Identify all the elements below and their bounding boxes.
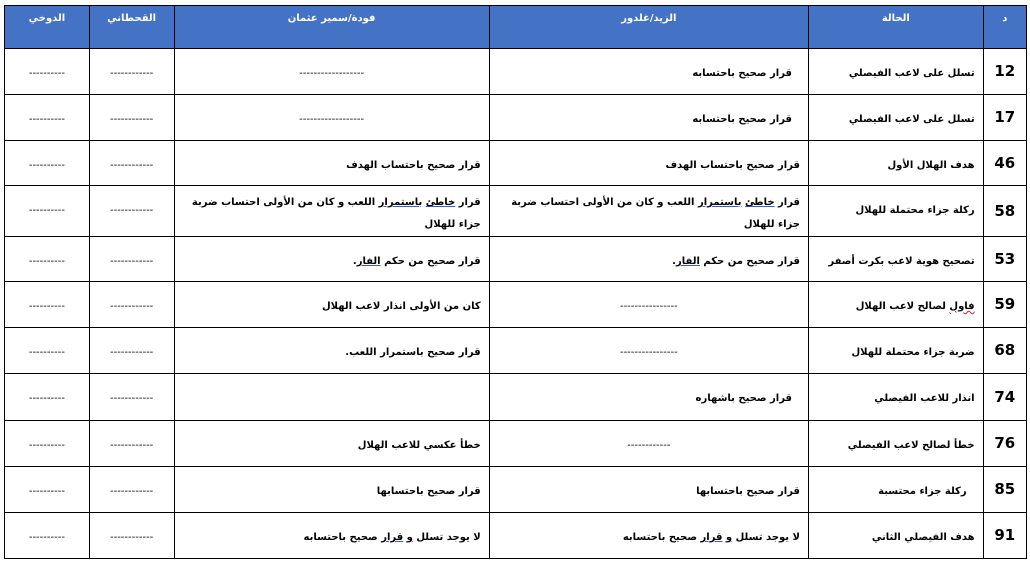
- row-num: 46: [983, 141, 1026, 186]
- row-doukhi: ----------: [5, 421, 90, 467]
- header-doukhi: الدوخي: [5, 6, 90, 49]
- row-num: 76: [983, 421, 1026, 467]
- table-row: [5, 141, 1027, 186]
- row-qahtani: ------------: [89, 328, 174, 374]
- row-num: 59: [983, 282, 1026, 328]
- table-row: [5, 237, 1027, 282]
- row-qahtani: ------------: [89, 513, 174, 559]
- row-zaid: قرار صحيح باحتساب الهدف: [489, 141, 808, 186]
- row-case: تصحيح هوية لاعب بكرت أصفر: [808, 237, 983, 282]
- table-row: [5, 95, 1027, 141]
- row-fouda: قرار صحيح من حكم الفار.: [174, 237, 489, 282]
- row-case: خطأ لصالح لاعب الفيصلي: [808, 421, 983, 467]
- table-row: [5, 186, 1027, 237]
- row-case: ركلة جزاء محتسبة: [808, 467, 983, 513]
- row-fouda: كان من الأولى انذار لاعب الهلال: [174, 282, 489, 328]
- row-zaid: قرار صحيح باحتسابه: [489, 49, 808, 95]
- row-case: تسلل على لاعب الفيصلي: [808, 49, 983, 95]
- header-row: [5, 6, 1027, 49]
- row-zaid: قرار صحيح باحتسابها: [489, 467, 808, 513]
- header-case: الحالة: [808, 6, 983, 49]
- row-num: 53: [983, 237, 1026, 282]
- row-fouda: [174, 374, 489, 421]
- row-num: 68: [983, 328, 1026, 374]
- row-zaid: قرار خاطئ باستمرار اللعب و كان من الأولى احتساب ضربة جزاء للهلال: [489, 186, 808, 237]
- row-doukhi: ----------: [5, 328, 90, 374]
- table-row: [5, 513, 1027, 559]
- row-doukhi: ----------: [5, 237, 90, 282]
- row-case: تسلل على لاعب الفيصلي: [808, 95, 983, 141]
- row-qahtani: ------------: [89, 467, 174, 513]
- table-row: [5, 282, 1027, 328]
- row-doukhi: ----------: [5, 374, 90, 421]
- row-num: 58: [983, 186, 1026, 237]
- row-case: انذار للاعب الفيصلي: [808, 374, 983, 421]
- row-qahtani: ------------: [89, 186, 174, 237]
- row-zaid: لا يوجد تسلل و قرار صحيح باحتسابه: [489, 513, 808, 559]
- row-doukhi: ----------: [5, 513, 90, 559]
- row-qahtani: ------------: [89, 421, 174, 467]
- row-num: 74: [983, 374, 1026, 421]
- row-qahtani: ------------: [89, 374, 174, 421]
- row-doukhi: ----------: [5, 186, 90, 237]
- row-case: ركلة جزاء محتملة للهلال: [808, 186, 983, 237]
- header-zaid: الزيد/غلدور: [489, 6, 808, 49]
- table-row: [5, 374, 1027, 421]
- row-qahtani: ------------: [89, 282, 174, 328]
- row-qahtani: ------------: [89, 49, 174, 95]
- row-zaid: ----------------: [489, 282, 808, 328]
- header-fouda: فودة/سمير عثمان: [174, 6, 489, 49]
- row-num: 91: [983, 513, 1026, 559]
- table-row: [5, 467, 1027, 513]
- row-qahtani: ------------: [89, 237, 174, 282]
- row-qahtani: ------------: [89, 95, 174, 141]
- row-case: هدف الفيصلي الثاني: [808, 513, 983, 559]
- table-row: [5, 328, 1027, 374]
- row-fouda: ------------------: [174, 95, 489, 141]
- row-doukhi: ----------: [5, 49, 90, 95]
- referee-decisions-table: [4, 5, 1027, 559]
- row-case: هدف الهلال الأول: [808, 141, 983, 186]
- table-row: [5, 49, 1027, 95]
- row-zaid: قرار صحيح من حكم الفار.: [489, 237, 808, 282]
- row-fouda: لا يوجد تسلل و قرار صحيح باحتسابه: [174, 513, 489, 559]
- row-fouda: ------------------: [174, 49, 489, 95]
- row-qahtani: ------------: [89, 141, 174, 186]
- row-fouda: قرار صحيح باحتساب الهدف: [174, 141, 489, 186]
- table-row: [5, 421, 1027, 467]
- row-zaid: قرار صحيح باشهاره: [489, 374, 808, 421]
- row-doukhi: ----------: [5, 95, 90, 141]
- row-fouda: خطأ عكسي للاعب الهلال: [174, 421, 489, 467]
- row-zaid: قرار صحيح باحتسابه: [489, 95, 808, 141]
- row-zaid: ------------: [489, 421, 808, 467]
- row-fouda: قرار صحيح باستمرار اللعب.: [174, 328, 489, 374]
- row-case: فاول لصالح لاعب الهلال: [808, 282, 983, 328]
- row-doukhi: ----------: [5, 141, 90, 186]
- row-fouda: قرار خاطئ باستمرار اللعب و كان من الأولى احتساب ضربة جزاء للهلال: [174, 186, 489, 237]
- row-num: 85: [983, 467, 1026, 513]
- row-doukhi: ----------: [5, 467, 90, 513]
- row-fouda: قرار صحيح باحتسابها: [174, 467, 489, 513]
- row-zaid: ----------------: [489, 328, 808, 374]
- row-num: 17: [983, 95, 1026, 141]
- row-doukhi: ----------: [5, 282, 90, 328]
- header-num: د: [983, 6, 1026, 49]
- row-case: ضربة جزاء محتملة للهلال: [808, 328, 983, 374]
- header-qahtani: القحطاني: [89, 6, 174, 49]
- row-num: 12: [983, 49, 1026, 95]
